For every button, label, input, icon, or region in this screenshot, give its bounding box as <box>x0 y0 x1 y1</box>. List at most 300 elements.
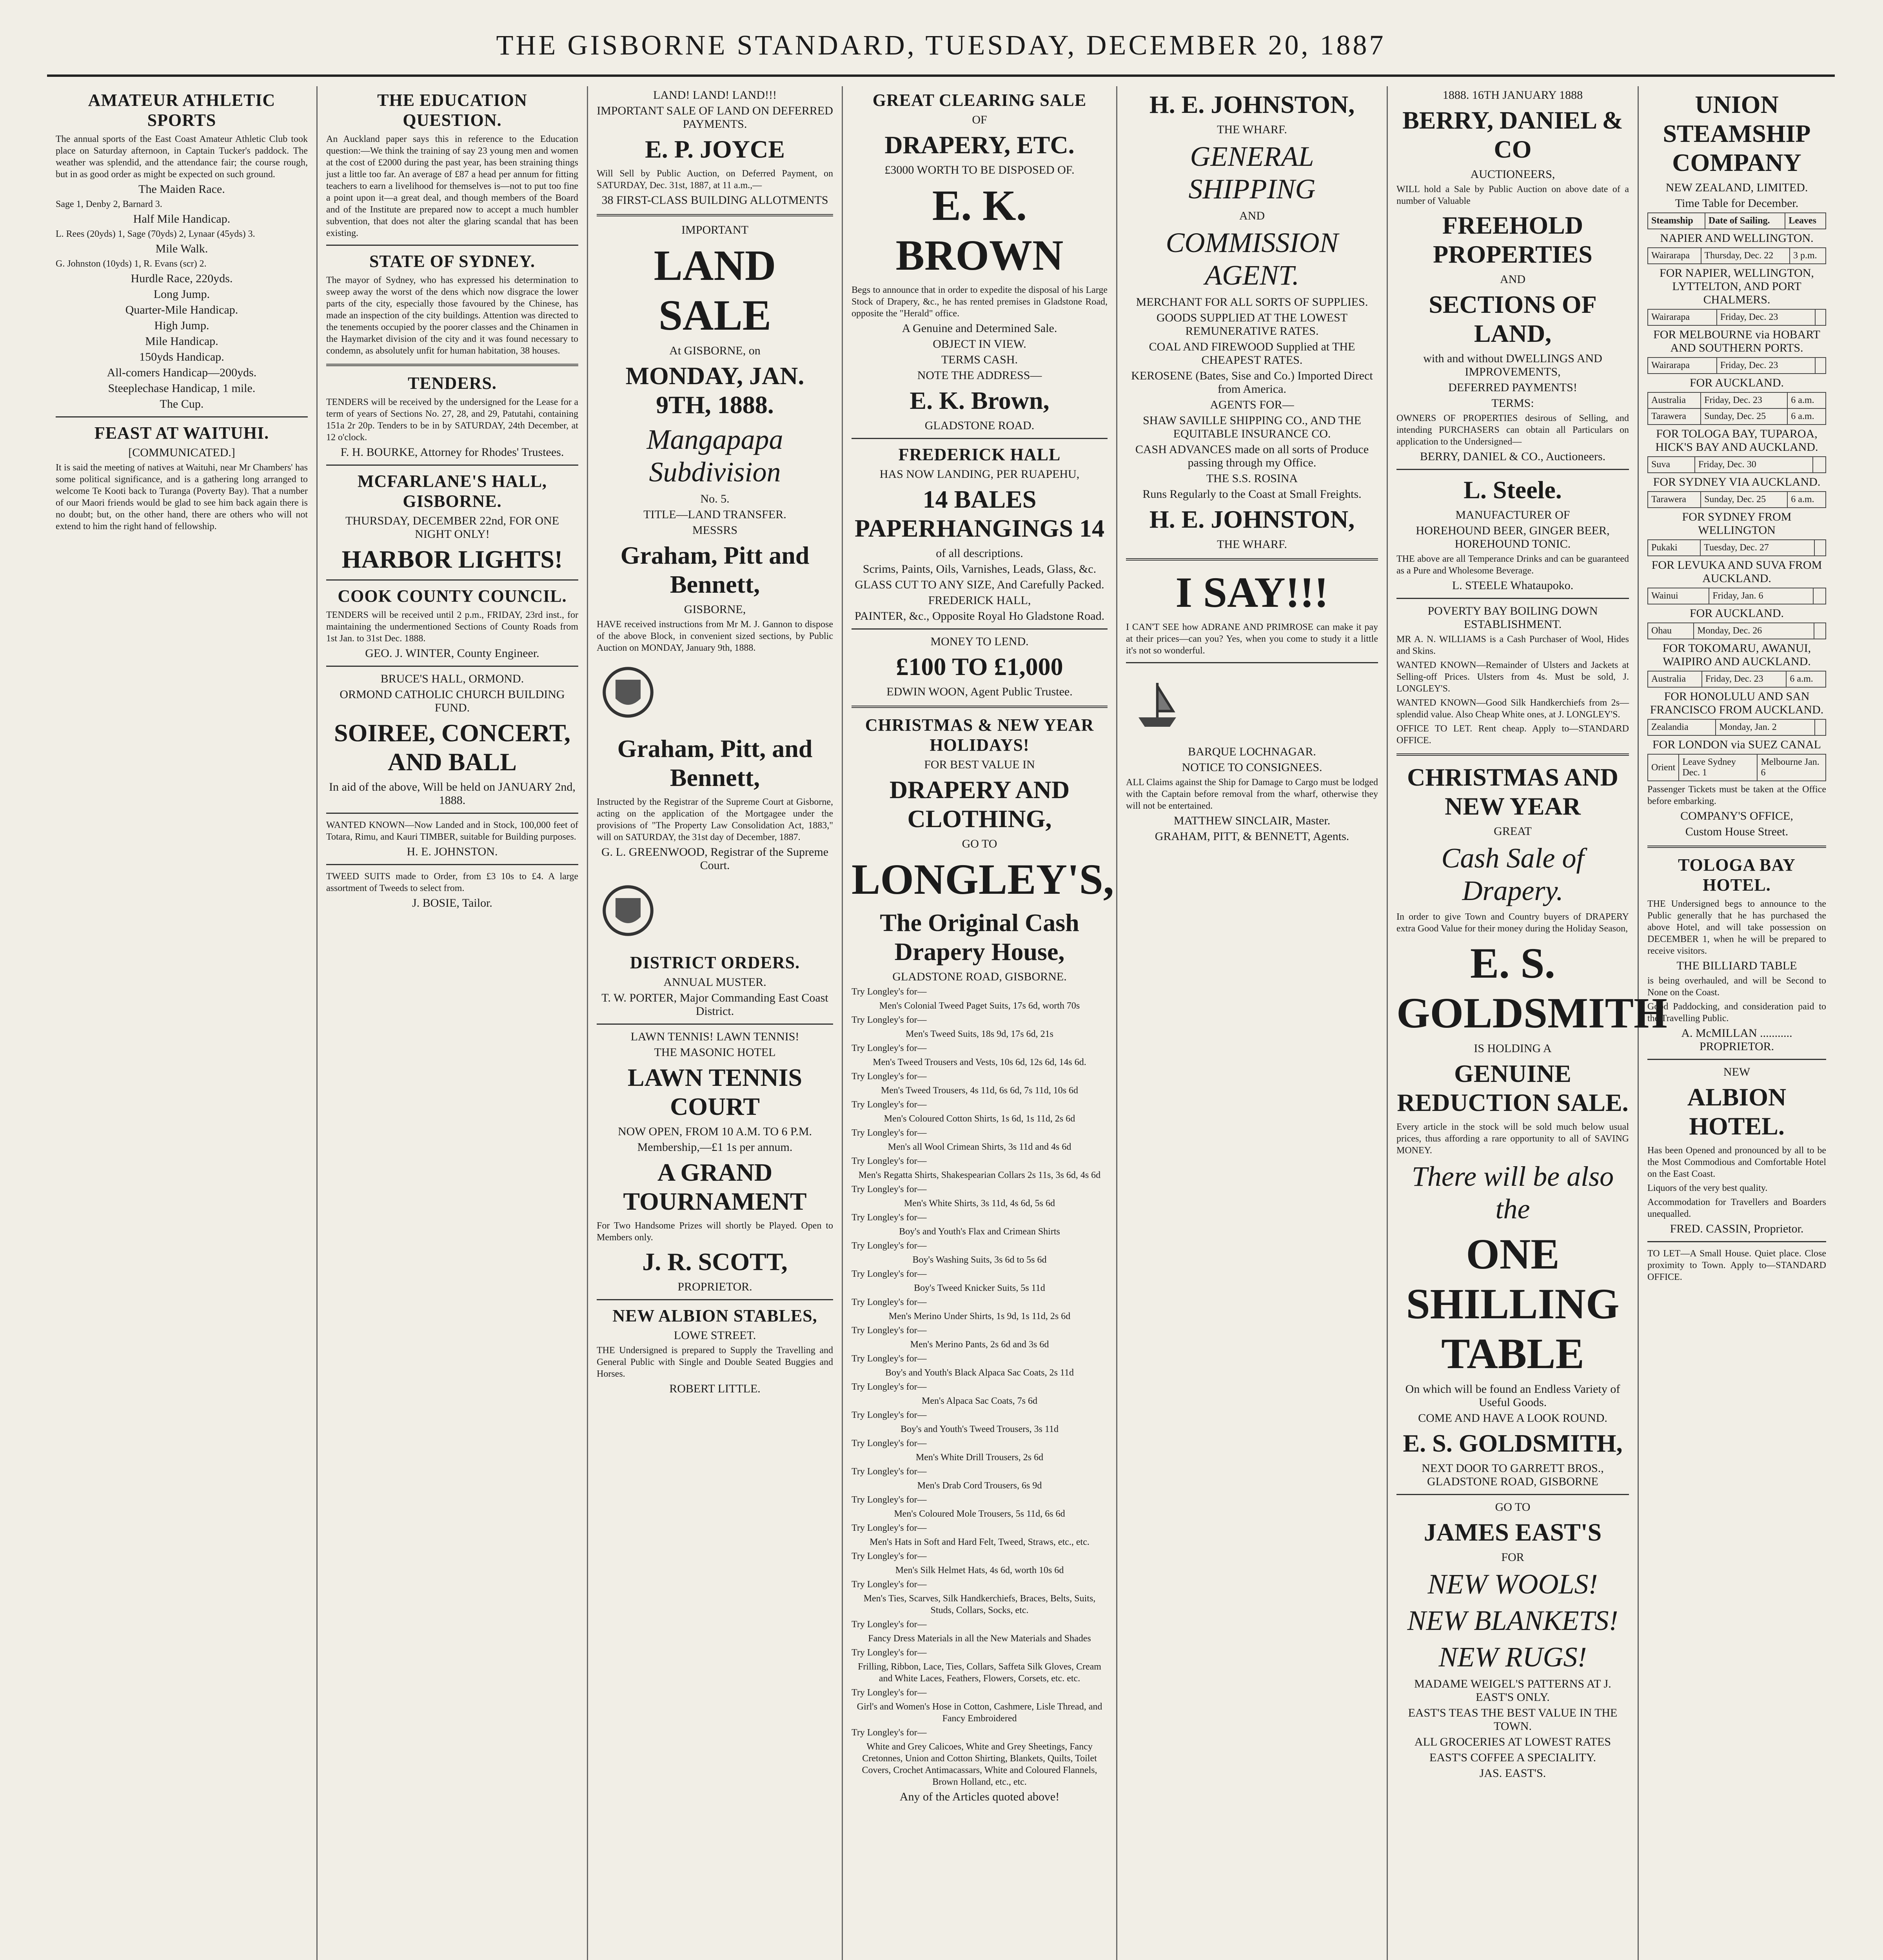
timetable-cell: Orient <box>1648 754 1679 781</box>
good-paddocking: Good Paddocking, and consideration paid to the Travelling Public. <box>1647 1002 1826 1024</box>
brown-place: GLADSTONE ROAD. <box>924 419 1035 432</box>
longley-item: Boy's Washing Suits, 3s 6d to 5s 6d <box>912 1255 1047 1265</box>
berry-sign: BERRY, DANIEL & CO., Auctioneers. <box>1420 450 1606 463</box>
timetable-rows <box>1647 491 1826 508</box>
divider <box>1396 753 1629 756</box>
albion-st: LOWE STREET. <box>674 1329 756 1342</box>
longley-try: Try Longley's for— <box>852 1619 927 1630</box>
merchant: MERCHANT FOR ALL SORTS OF SUPPLIES. <box>1136 296 1368 309</box>
tennis-top: LAWN TENNIS! LAWN TENNIS! <box>630 1030 799 1043</box>
longley-item: Men's Colonial Tweed Paget Suits, 17s 6d, worth 70s <box>879 1001 1080 1011</box>
longley-item: Men's Silk Helmet Hats, 4s 6d, worth 10s 6d <box>895 1565 1064 1575</box>
timetable-cell: Friday, Jan. 6 <box>1709 588 1813 604</box>
longley-item: Men's Ties, Scarves, Silk Handkerchiefs, Braces, Belts, Suits, Studs, Collars, Socks, etc. <box>863 1593 1096 1615</box>
timetable-row <box>1648 540 1826 556</box>
timetable-row <box>1648 623 1826 639</box>
groceries: ALL GROCERIES AT LOWEST RATES <box>1414 1735 1611 1748</box>
divider <box>1396 1494 1629 1495</box>
there-will-be: There will be also the <box>1411 1161 1614 1225</box>
longley-try: Try Longley's for— <box>852 1466 927 1477</box>
madame-weigel: MADAME WEIGEL'S PATTERNS AT J. EAST'S ONLY. <box>1414 1677 1611 1704</box>
timetable-route: FOR LONDON via SUEZ CANAL <box>1652 738 1821 751</box>
longley-try: Try Longley's for— <box>852 1354 927 1364</box>
timetable-cell <box>1815 719 1826 735</box>
xmas-new-year: CHRISTMAS AND NEW YEAR <box>1407 763 1618 820</box>
harbor-lights: HARBOR LIGHTS! <box>341 545 563 573</box>
subdivision: Mangapapa Subdivision <box>646 424 783 488</box>
timetable-cell: 6 a.m. <box>1787 392 1826 408</box>
timetable-route: FOR AUCKLAND. <box>1689 607 1784 620</box>
berry-role: AUCTIONEERS, <box>1470 168 1555 181</box>
freehold: FREEHOLD PROPERTIES <box>1433 211 1592 268</box>
to-let: TO LET—A Small House. Quiet place. Close proximity to Town. Apply to—STANDARD OFFICE. <box>1647 1249 1826 1282</box>
divider <box>1647 846 1826 848</box>
of: OF <box>972 113 987 126</box>
timetable-cell: Pukaki <box>1648 540 1700 556</box>
ormond-fund: ORMOND CATHOLIC CHURCH BUILDING FUND. <box>340 688 565 714</box>
longley-try: Try Longley's for— <box>852 1551 927 1561</box>
hall-heading: MCFARLANE'S HALL, GISBORNE. <box>357 472 547 511</box>
every-article: Every article in the stock will be sold much below usual prices, thus affording a rare opportunity to all of SAVING MONEY. <box>1396 1122 1629 1156</box>
longley-item: Boy's and Youth's Black Alpaca Sac Coats, 2s 11d <box>885 1368 1074 1378</box>
divider <box>597 214 833 216</box>
divider <box>56 416 308 417</box>
goldsmith: E. S. GOLDSMITH <box>1396 939 1667 1037</box>
timetable-cell: Sunday, Dec. 25 <box>1701 492 1787 508</box>
longley-try: Try Longley's for— <box>852 1071 927 1082</box>
williams: MR A. N. WILLIAMS is a Cash Purchaser of Wool, Hides and Skins. <box>1396 634 1629 656</box>
frederick-hall-2: FREDERICK HALL, <box>928 594 1031 607</box>
timetable-cell: Monday, Jan. 2 <box>1716 719 1815 735</box>
wanted-sign: H. E. JOHNSTON. <box>407 845 498 858</box>
scott-role: PROPRIETOR. <box>677 1280 752 1293</box>
timetable-row <box>1648 248 1826 264</box>
longley-item: Men's Regatta Shirts, Shakespearian Collars 2s 11s, 3s 6d, 4s 6d <box>858 1170 1101 1180</box>
divider <box>852 628 1108 630</box>
genuine-sale: A Genuine and Determined Sale. <box>902 322 1057 335</box>
longley-footer: Any of the Articles quoted above! <box>899 1790 1060 1803</box>
great: GREAT <box>1494 825 1532 838</box>
timetable-cell <box>1813 457 1826 473</box>
firm2-body: Instructed by the Registrar of the Supreme Court at Gisborne, acting on the application of the Mortgagee under the provisions of "The Property Law Consolidation Act, 1883," will on SATURDAY, the 31st day of December, 1887. <box>597 797 833 842</box>
timetable-cell: Sunday, Dec. 25 <box>1701 408 1787 425</box>
glass-cut: GLASS CUT TO ANY SIZE, And Carefully Packed. <box>855 578 1104 591</box>
tennis-open: NOW OPEN, FROM 10 A.M. TO 6 P.M. <box>617 1125 812 1138</box>
mile-walk-result: G. Johnston (10yds) 1, R. Evans (scr) 2. <box>56 259 207 269</box>
jas-east: JAS. EAST'S. <box>1479 1767 1546 1780</box>
bales: 14 BALES PAPERHANGINGS 14 <box>854 485 1105 542</box>
messrs: MESSRS <box>692 524 738 537</box>
longley-item: Men's White Drill Trousers, 2s 6d <box>915 1452 1044 1463</box>
allotments: 38 FIRST-CLASS BUILDING ALLOTMENTS <box>601 194 828 207</box>
timetable-route: FOR NAPIER, WELLINGTON, LYTTELTON, AND PORT CHALMERS. <box>1660 267 1814 306</box>
original-cash-house: The Original Cash Drapery House, <box>880 909 1079 965</box>
timetable-row <box>1648 457 1826 473</box>
for: FOR <box>1501 1551 1524 1564</box>
cash-sale-body: In order to give Town and Country buyers of DRAPERY extra Good Value for their money during the Holiday Season, <box>1396 912 1629 934</box>
tweed-suits: TWEED SUITS made to Order, from £3 10s to £4. A large assortment of Tweeds to select from. <box>326 871 578 893</box>
longley-item: Men's Alpaca Sac Coats, 7s 6d <box>922 1396 1037 1406</box>
timetable-rows <box>1647 247 1826 264</box>
steele-sub: MANUFACTURER OF <box>1455 508 1570 521</box>
longley-item: Men's White Shirts, 3s 11d, 4s 6d, 5s 6d <box>904 1198 1055 1209</box>
soiree: SOIREE, CONCERT, AND BALL <box>334 719 570 776</box>
land-sale: LAND SALE <box>654 241 776 339</box>
frederick-sub-2: PAINTER, &c., Opposite Royal Ho Gladstone Road. <box>854 610 1105 622</box>
land-top: LAND! LAND! LAND!!! <box>653 89 777 102</box>
timetable-cell: Ohau <box>1648 623 1694 639</box>
longley-items-list <box>852 986 1108 1788</box>
longley-try: Try Longley's for— <box>852 1410 927 1420</box>
divider <box>326 364 578 366</box>
sections-sub: with and without DWELLINGS AND IMPROVEMENTS, <box>1423 352 1602 378</box>
go-to-east: GO TO <box>1495 1501 1531 1514</box>
go-to: GO TO <box>962 837 997 850</box>
timetable-cell: 6 a.m. <box>1787 408 1826 425</box>
longley-try: Try Longley's for— <box>852 1438 927 1448</box>
mile-handicap: Mile Handicap. <box>145 335 218 348</box>
longley-try: Try Longley's for— <box>852 1015 927 1025</box>
tologa-hotel: TOLOGA BAY HOTEL. <box>1678 855 1796 895</box>
coat-of-arms-icon <box>597 879 659 942</box>
timetable-route: FOR TOKOMARU, AWANUI, WAIPIRO AND AUCKLAND. <box>1662 642 1811 668</box>
billiard: THE BILLIARD TABLE <box>1676 959 1797 972</box>
divider <box>597 1024 833 1025</box>
union-sub: NEW ZEALAND, LIMITED. <box>1665 181 1808 194</box>
sale-title: IMPORTANT SALE OF LAND ON DEFERRED PAYMENTS. <box>597 104 833 131</box>
timetable-rows <box>1647 309 1826 326</box>
longley-try: Try Longley's for— <box>852 1156 927 1166</box>
longley-try: Try Longley's for— <box>852 1100 927 1110</box>
note-address: NOTE THE ADDRESS— <box>917 369 1042 382</box>
tournament-body: For Two Handsome Prizes will shortly be Played. Open to Members only. <box>597 1221 833 1243</box>
divider <box>326 813 578 814</box>
longley-item: Men's Tweed Suits, 18s 9d, 17s 6d, 21s <box>906 1029 1053 1039</box>
clearing-sale: GREAT CLEARING SALE <box>872 91 1087 110</box>
passenger-note: Passenger Tickets must be taken at the Office before embarking. <box>1647 784 1826 806</box>
new: NEW <box>1723 1065 1750 1078</box>
divider <box>1126 662 1378 663</box>
divider <box>326 465 578 466</box>
albion-hotel: ALBION HOTEL. <box>1687 1083 1787 1140</box>
billiard-body: is being overhauled, and will be Second to None on the Coast. <box>1647 976 1826 998</box>
timetable-row <box>1648 492 1826 508</box>
column-1 <box>47 86 318 1960</box>
timetable-cell: 3 p.m. <box>1790 248 1826 264</box>
divider <box>1126 558 1378 561</box>
bales-sub: of all descriptions. <box>936 547 1023 560</box>
money-title: MONEY TO LEND. <box>930 635 1029 648</box>
new-blankets: NEW BLANKETS! <box>1407 1605 1618 1636</box>
timetable-rows <box>1647 392 1826 425</box>
education-heading: THE EDUCATION QUESTION. <box>377 91 527 130</box>
best-value: FOR BEST VALUE IN <box>924 758 1035 771</box>
goods: GOODS SUPPLIED AT THE LOWEST REMUNERATIVE RATES. <box>1156 311 1348 338</box>
one-shilling-table: ONE SHILLING TABLE <box>1406 1230 1620 1377</box>
timetable-rows <box>1647 588 1826 604</box>
divider <box>1647 1059 1826 1060</box>
frederick-hall: FREDERICK HALL <box>898 445 1061 464</box>
timetable-route: NAPIER AND WELLINGTON. <box>1660 232 1814 245</box>
albion-sign: ROBERT LITTLE. <box>669 1382 761 1395</box>
timetable-rows <box>1647 539 1826 556</box>
johnston-name-2: H. E. JOHNSTON, <box>1149 505 1355 533</box>
tennis-court: LAWN TENNIS COURT <box>627 1063 803 1120</box>
longley-try: Try Longley's for— <box>852 1579 927 1590</box>
longley-item: Girl's and Women's Hose in Cotton, Cashmere, Lisle Thread, and Fancy Embroidered <box>857 1702 1102 1724</box>
timetable-cell: Wainui <box>1648 588 1709 604</box>
subdivision-no: No. 5. <box>700 492 730 505</box>
barque: BARQUE LOCHNAGAR. <box>1188 745 1316 758</box>
steele-body: THE above are all Temperance Drinks and can be guaranteed as a Pure and Wholesome Beverage. <box>1396 554 1629 576</box>
long-jump: Long Jump. <box>153 288 210 301</box>
agents-2: GRAHAM, PITT, & BENNETT, Agents. <box>1155 830 1349 843</box>
longley-item: Men's Merino Under Shirts, 1s 9d, 1s 11d, 2s 6d <box>888 1311 1071 1321</box>
timetable-route: FOR AUCKLAND. <box>1689 376 1784 389</box>
feast-body: It is said the meeting of natives at Waituhi, near Mr Chambers' has some political significance, and is a gathering long arranged to welcome Te Kooti back to Turanga (Poverty Bay). That a number of our Maori friends would be glad to see him back again there is no doubt; but, on the other hand, there are others who will not extend to him the right hand of fellowship. <box>56 463 308 532</box>
timetable-cell: 6 a.m. <box>1787 492 1826 508</box>
liquors: Liquors of the very best quality. <box>1647 1183 1768 1193</box>
timetable-cell: Wairarapa <box>1648 358 1717 374</box>
longley-item: Men's Coloured Mole Trousers, 5s 11d, 6s 6d <box>894 1509 1065 1519</box>
land-sale-date: MONDAY, JAN. 9TH, 1888. <box>625 362 804 419</box>
timetable-cell: Friday, Dec. 23 <box>1701 392 1787 408</box>
timetable-cell <box>1815 309 1826 325</box>
longley-try: Try Longley's for— <box>852 1297 927 1307</box>
quarter-mile-handicap: Quarter-Mile Handicap. <box>125 303 238 316</box>
office-to-let: OFFICE TO LET. Rent cheap. Apply to—STANDARD OFFICE. <box>1396 724 1629 746</box>
tennis-member: Membership,—£1 1s per annum. <box>637 1141 793 1154</box>
longley-try: Try Longley's for— <box>852 1184 927 1194</box>
divider <box>597 1299 833 1300</box>
timetable-route: FOR SYDNEY VIA AUCKLAND. <box>1653 475 1821 488</box>
timetable-rows <box>1647 456 1826 473</box>
next-door: NEXT DOOR TO GARRETT BROS., GLADSTONE ROAD, GISBORNE <box>1422 1462 1604 1488</box>
commission-agent: COMMISSION AGENT. <box>1166 227 1338 291</box>
important: IMPORTANT <box>681 223 748 236</box>
joyce-body: Will Sell by Public Auction, on Deferred Payment, on SATURDAY, Dec. 31st, 1887, at 11 a.m.,— <box>597 169 833 191</box>
freehold-and: AND <box>1500 273 1525 286</box>
terms: TERMS: <box>1491 397 1534 410</box>
wharf-2: THE WHARF. <box>1217 538 1287 551</box>
rosina: THE S.S. ROSINA <box>1206 472 1298 485</box>
longley-try: Try Longley's for— <box>852 1269 927 1279</box>
berry-daniel: BERRY, DANIEL & CO <box>1402 106 1623 163</box>
sections: SECTIONS OF LAND, <box>1429 290 1597 347</box>
maiden-race: The Maiden Race. <box>138 183 225 196</box>
longley-try: Try Longley's for— <box>852 1212 927 1223</box>
council-sign: GEO. J. WINTER, County Engineer. <box>365 647 539 660</box>
divider <box>1396 598 1629 599</box>
longley-try: Try Longley's for— <box>852 1241 927 1251</box>
cash-sale-drapery: Cash Sale of Drapery. <box>1441 842 1584 906</box>
company-office: COMPANY'S OFFICE, <box>1680 809 1793 822</box>
longley-try: Try Longley's for— <box>852 1648 927 1658</box>
soiree-sub: In aid of the above, Will be held on JANUARY 2nd, 1888. <box>329 780 576 807</box>
tournament: A GRAND TOURNAMENT <box>623 1158 807 1215</box>
longley-try: Try Longley's for— <box>852 1728 927 1738</box>
cash-advances: CASH ADVANCES made on all sorts of Produce passing through my Office. <box>1135 443 1369 469</box>
holding: IS HOLDING A <box>1474 1042 1552 1055</box>
hall-date: THURSDAY, DECEMBER 22nd, FOR ONE NIGHT ONLY! <box>345 514 559 541</box>
tologa-body: THE Undersigned begs to announce to the Public generally that he has purchased the above Hotel, and will take possession on DECEMBER 1, when he will be prepared to receive visitors. <box>1647 899 1826 956</box>
timetable-cell <box>1815 358 1826 374</box>
column-5 <box>1117 86 1388 1960</box>
tenders-body: TENDERS will be received by the undersigned for the Lease for a term of years of Sections No. 27, 28, and 29, Patutahi, containing 151a 2r 20p. Tenders to be in by SATURDAY, 24th December, at 12 o'clock. <box>326 397 578 443</box>
divider <box>1396 469 1629 470</box>
column-7 <box>1639 86 1835 1960</box>
timetable-cell: Friday, Dec. 30 <box>1695 457 1813 473</box>
wharf: THE WHARF. <box>1217 123 1287 136</box>
date-top: 1888. 16TH JANUARY 1888 <box>1442 89 1583 102</box>
district-orders: DISTRICT ORDERS. <box>630 953 800 972</box>
company-street: Custom House Street. <box>1685 825 1789 838</box>
longley-try: Try Longley's for— <box>852 1382 927 1392</box>
education-body: An Auckland paper says this in reference to the Education question:—We think the training of say 23 young men and women at the cost of £2000 during the past year, has been straining things just a little too far. An average of £87 a head per annum for fitting teachers to earn a livelihood for themselves is—not to put too fine a point upon it—a great deal, and though members of the Board and of the Institute are prepared now to accept a much humbler subvention, that does not alter the glaring scandal that has been existing. <box>326 134 578 238</box>
timetable-cell: Friday, Dec. 23 <box>1717 309 1815 325</box>
xmas-holidays: CHRISTMAS & NEW YEAR HOLIDAYS! <box>865 715 1094 755</box>
genuine-reduction: GENUINE REDUCTION SALE. <box>1397 1060 1629 1116</box>
timetable-cell: Australia <box>1648 392 1701 408</box>
timetable-groups <box>1647 232 1826 781</box>
timetable-cell: Suva <box>1648 457 1695 473</box>
timetable-cell <box>1813 588 1826 604</box>
hurdle-race: Hurdle Race, 220yds. <box>131 272 233 285</box>
divider <box>326 864 578 865</box>
general-shipping: GENERAL SHIPPING <box>1188 141 1316 205</box>
feast-sub: [COMMUNICATED.] <box>128 446 235 459</box>
joyce-name: E. P. JOYCE <box>645 135 785 163</box>
money-amount: £100 TO £1,000 <box>896 653 1063 681</box>
timetable-route: FOR HONOLULU AND SAN FRANCISCO FROM AUCKLAND. <box>1650 690 1824 716</box>
timetable-route: FOR LEVUKA AND SUVA FROM AUCKLAND. <box>1651 559 1822 585</box>
athletic-sports-heading: AMATEUR ATHLETIC SPORTS <box>88 91 276 130</box>
longley-try: Try Longley's for— <box>852 987 927 997</box>
brown-body: Begs to announce that in order to expedite the disposal of his Large Stock of Drapery, &c., he has rented premises in Gladstone Road, opposite the "Herald" office. <box>852 285 1108 319</box>
longley-item: Men's Drab Cord Trousers, 6s 9d <box>917 1481 1042 1491</box>
longley-item: Men's Tweed Trousers and Vests, 10s 6d, 12s 6d, 14s 6d. <box>873 1057 1086 1067</box>
divider <box>326 579 578 581</box>
coat-of-arms-icon <box>597 661 659 724</box>
new-wools: NEW WOOLS! <box>1427 1568 1598 1600</box>
berry-body: WILL hold a Sale by Public Auction on above date of a number of Valuable <box>1396 184 1629 206</box>
timetable-cell: Friday, Dec. 23 <box>1702 671 1787 687</box>
large-stock: Scrims, Paints, Oils, Varnishes, Leads, Glass, &c. <box>863 563 1097 575</box>
money-sign: EDWIN WOON, Agent Public Trustee. <box>886 685 1073 698</box>
half-mile-handicap: Half Mile Handicap. <box>133 212 231 225</box>
timetable-rows <box>1647 671 1826 688</box>
terms-cash: TERMS CASH. <box>941 353 1018 366</box>
longley-item: White and Grey Calicoes, White and Grey Sheetings, Fancy Cretonnes, Union and Cotton Shirting, Blankets, Quilts, Toilet Covers, Crochet Antimacassars, White and Coloured Flannels, Brown Holland, etc., etc. <box>862 1742 1097 1787</box>
rosina-body: Runs Regularly to the Coast at Small Freights. <box>1142 488 1362 501</box>
longley-try: Try Longley's for— <box>852 1043 927 1053</box>
poverty-bay: POVERTY BAY BOILING DOWN ESTABLISHMENT. <box>1427 604 1598 631</box>
timetable-row <box>1648 754 1826 781</box>
divider <box>852 438 1108 439</box>
kerosene: KEROSENE (Bates, Sise and Co.) Imported Direct from America. <box>1131 369 1373 396</box>
column-4 <box>843 86 1117 1960</box>
amount: £3000 WORTH TO BE DISPOSED OF. <box>884 163 1075 176</box>
longley-item: Boy's Tweed Knicker Suits, 5s 11d <box>914 1283 1045 1293</box>
timetable-title: Time Table for December. <box>1675 197 1799 210</box>
divider <box>326 666 578 667</box>
title-transfer: TITLE—LAND TRANSFER. <box>643 508 786 521</box>
divider <box>1647 1241 1826 1242</box>
steele-sign: L. STEELE Whataupoko. <box>1452 579 1574 592</box>
and: AND <box>1239 209 1265 222</box>
owners: OWNERS OF PROPERTIES desirous of Selling, and intending PURCHASERS can obtain all Particulars on application to the Undersigned— <box>1396 413 1629 447</box>
athletic-sports-body: The annual sports of the East Coast Amateur Athletic Club took place on Saturday afternoon, in Captain Tucker's paddock. The weather was splendid, and the attendance fair; the course rough, but in as good order as might be expected on such ground. <box>56 134 308 180</box>
all-comers-handicap: All-comers Handicap—200yds. <box>107 366 257 379</box>
longley-item: Men's Hats in Soft and Hard Felt, Tweed, Straws, etc., etc. <box>870 1537 1089 1547</box>
cassin: FRED. CASSIN, Proprietor. <box>1670 1222 1804 1235</box>
land-sale-at: At GISBORNE, on <box>669 344 761 357</box>
timetable-row <box>1648 309 1826 325</box>
albion-hotel-body: Has been Opened and pronounced by all to be the Most Commodious and Comfortable Hotel on the East Coast. <box>1647 1145 1826 1179</box>
mcmillan: A. McMILLAN ........... PROPRIETOR. <box>1681 1027 1792 1053</box>
timetable-cell: Monday, Dec. 26 <box>1694 623 1814 639</box>
longley-try: Try Longley's for— <box>852 1523 927 1533</box>
column-2 <box>318 86 588 1960</box>
sydney-heading: STATE OF SYDNEY. <box>369 252 536 271</box>
longley-item: Boy's and Youth's Flax and Crimean Shirts <box>899 1227 1060 1237</box>
timetable-row <box>1648 719 1826 735</box>
longley-try: Try Longley's for— <box>852 1128 927 1138</box>
object: OBJECT IN VIEW. <box>933 338 1026 350</box>
wanted-ulsters: WANTED KNOWN—Remainder of Ulsters and Jackets at Selling-off Prices. Ulsters from 4s. Must be sold, J. LONGLEY'S. <box>1396 660 1629 694</box>
longley-try: Try Longley's for— <box>852 1688 927 1698</box>
annual-muster: ANNUAL MUSTER. <box>663 976 766 989</box>
longley-item: Men's Coloured Cotton Shirts, 1s 6d, 1s 11d, 2s 6d <box>884 1114 1075 1124</box>
ship-icon <box>1126 673 1189 736</box>
frederick-sub: HAS NOW LANDING, PER RUAPEHU, <box>879 468 1080 481</box>
goldsmith-2: E. S. GOLDSMITH, <box>1403 1429 1623 1457</box>
timetable-cell <box>1814 540 1826 556</box>
timetable-cell: Zealandia <box>1648 719 1716 735</box>
the-cup: The Cup. <box>160 397 204 410</box>
timetable-rows <box>1647 719 1826 736</box>
timetable-cell: Thursday, Dec. 22 <box>1701 248 1790 264</box>
wanted-timber: WANTED KNOWN—Now Landed and in Stock, 100,000 feet of Totara, Rimu, and Kauri TIMBER, suitable for Building purposes. <box>326 820 578 842</box>
longley-try: Try Longley's for— <box>852 1495 927 1505</box>
firm-body: HAVE received instructions from Mr M. J. Gannon to dispose of the above Block, in convenient sized sections, by Public Auction on MONDAY, January 9th, 1888. <box>597 619 833 653</box>
council-heading: COOK COUNTY COUNCIL. <box>338 586 567 606</box>
timetable-cell: 6 a.m. <box>1786 671 1826 687</box>
timetable-rows <box>1647 622 1826 639</box>
timetable-table <box>1647 212 1826 229</box>
tenders-sign: F. H. BOURKE, Attorney for Rhodes' Trustees. <box>340 446 564 459</box>
timetable-cell: Tarawera <box>1648 492 1701 508</box>
notice: NOTICE TO CONSIGNEES. <box>1182 761 1322 774</box>
coal: COAL AND FIREWOOD Supplied at THE CHEAPEST RATES. <box>1149 340 1355 367</box>
timetable-cell: Melbourne Jan. 6 <box>1757 754 1826 781</box>
council-body: TENDERS will be received until 2 p.m., FRIDAY, 23rd inst., for maintaining the undermentioned Sections of County Roads from 1st Jan. to 31st Dec. 1888. <box>326 610 578 644</box>
timetable-route: FOR TOLOGA BAY, TUPAROA, HICK'S BAY AND AUCKLAND. <box>1655 427 1818 454</box>
albion-body: THE Undersigned is prepared to Supply the Travelling and General Public with Single and Double Seated Buggies and Horses. <box>597 1345 833 1379</box>
gladstone-road: GLADSTONE ROAD, GISBORNE. <box>892 970 1067 983</box>
agents: AGENTS FOR— <box>1210 398 1294 411</box>
high-jump: High Jump. <box>154 319 209 332</box>
come-look: COME AND HAVE A LOOK ROUND. <box>1418 1412 1607 1425</box>
timetable-route: FOR SYDNEY FROM WELLINGTON <box>1682 510 1792 537</box>
union-steamship: UNION STEAMSHIP COMPANY <box>1663 91 1811 176</box>
tennis-hotel: THE MASONIC HOTEL <box>654 1046 776 1059</box>
i-say-body: I CAN'T SEE how ADRANE AND PRIMROSE can make it pay at their prices—can you? Yes, when you come to study it a little it's not so wonderful. <box>1126 622 1378 656</box>
tweed-sign: J. BOSIE, Tailor. <box>412 897 492 909</box>
registrar: G. L. GREENWOOD, Registrar of the Supreme Court. <box>601 846 829 872</box>
timetable-cell: Wairarapa <box>1648 248 1701 264</box>
timetable-cell: Tuesday, Dec. 27 <box>1700 540 1814 556</box>
